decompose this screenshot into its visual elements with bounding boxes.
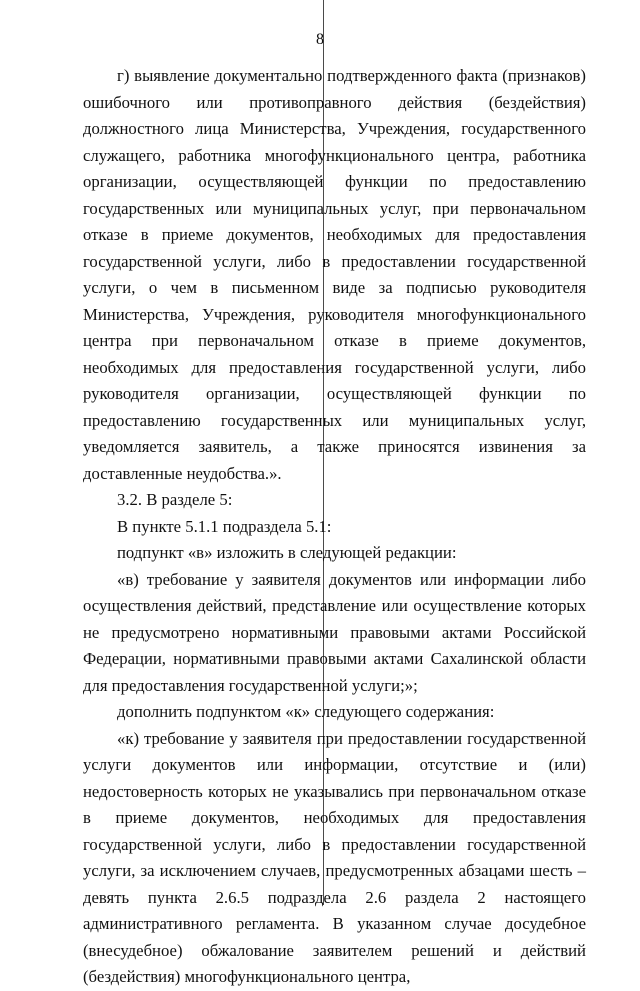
paragraph-item-g: г) выявление документально подтвержденного факта (признаков) ошибочного или противоправного действия (бездействия) должностного лица Министерства, Учреждения, государственного служащего, работника многофункционального центра, работника организации, осуществляющей функции по предоставлению государственных или муниципальных услуг, при первоначальном отказе в приеме документов, необходимых для предоставления государственной услуги, либо в предоставлении государственной услуги, о чем в письменном виде за подписью руководителя Министерства, Учреждения, руководителя многофункционального центра при первоначальном отказе в приеме документов, необходимых для предоставления государственной услуги, либо руководителя организации, осуществляющей функции по предоставлению государственных или муниципальных услуг, уведомляется заявитель, а также приносятся извинения за доставленные неудобства.».: [83, 66, 586, 483]
paragraph-subitem-v: «в) требование у заявителя документов или информации либо осуществления действий, представление или осуществление которых не предусмотрено нормативными правовыми актами Российской Федерации, нормативными правовыми актами Сахалинской области для предоставления государственной услуги;»;: [83, 569, 586, 695]
paragraph-subitem-k: «к) требование у заявителя при предоставлении государственной услуги документов или информации, отсутствие и (или) недостоверность которых не указывались при первоначальном отказе в приеме документов, необходимых для предоставления государственной услуги, либо в предоставлении государственной услуги, за исключением случаев, предусмотренных абзацами шесть – девять пункта 2.6.5 подраздела 2.6 раздела 2 настоящего административного регламента. В указанном случае досудебное (внесудебное) обжалование заявителем решений и действий (бездействия) многофункционального центра,: [83, 728, 586, 986]
body-text: [83, 63, 586, 991]
paragraph-point-5-1-1: В пункте 5.1.1 подраздела 5.1:: [117, 516, 332, 536]
paragraph-subitem-v-intro: подпункт «в» изложить в следующей редакции:: [117, 543, 457, 562]
page-number: 8: [316, 31, 324, 48]
paragraph-section-3-2: 3.2. В разделе 5:: [117, 490, 233, 509]
paragraph-subitem-k-intro: дополнить подпунктом «к» следующего содержания:: [117, 702, 495, 721]
